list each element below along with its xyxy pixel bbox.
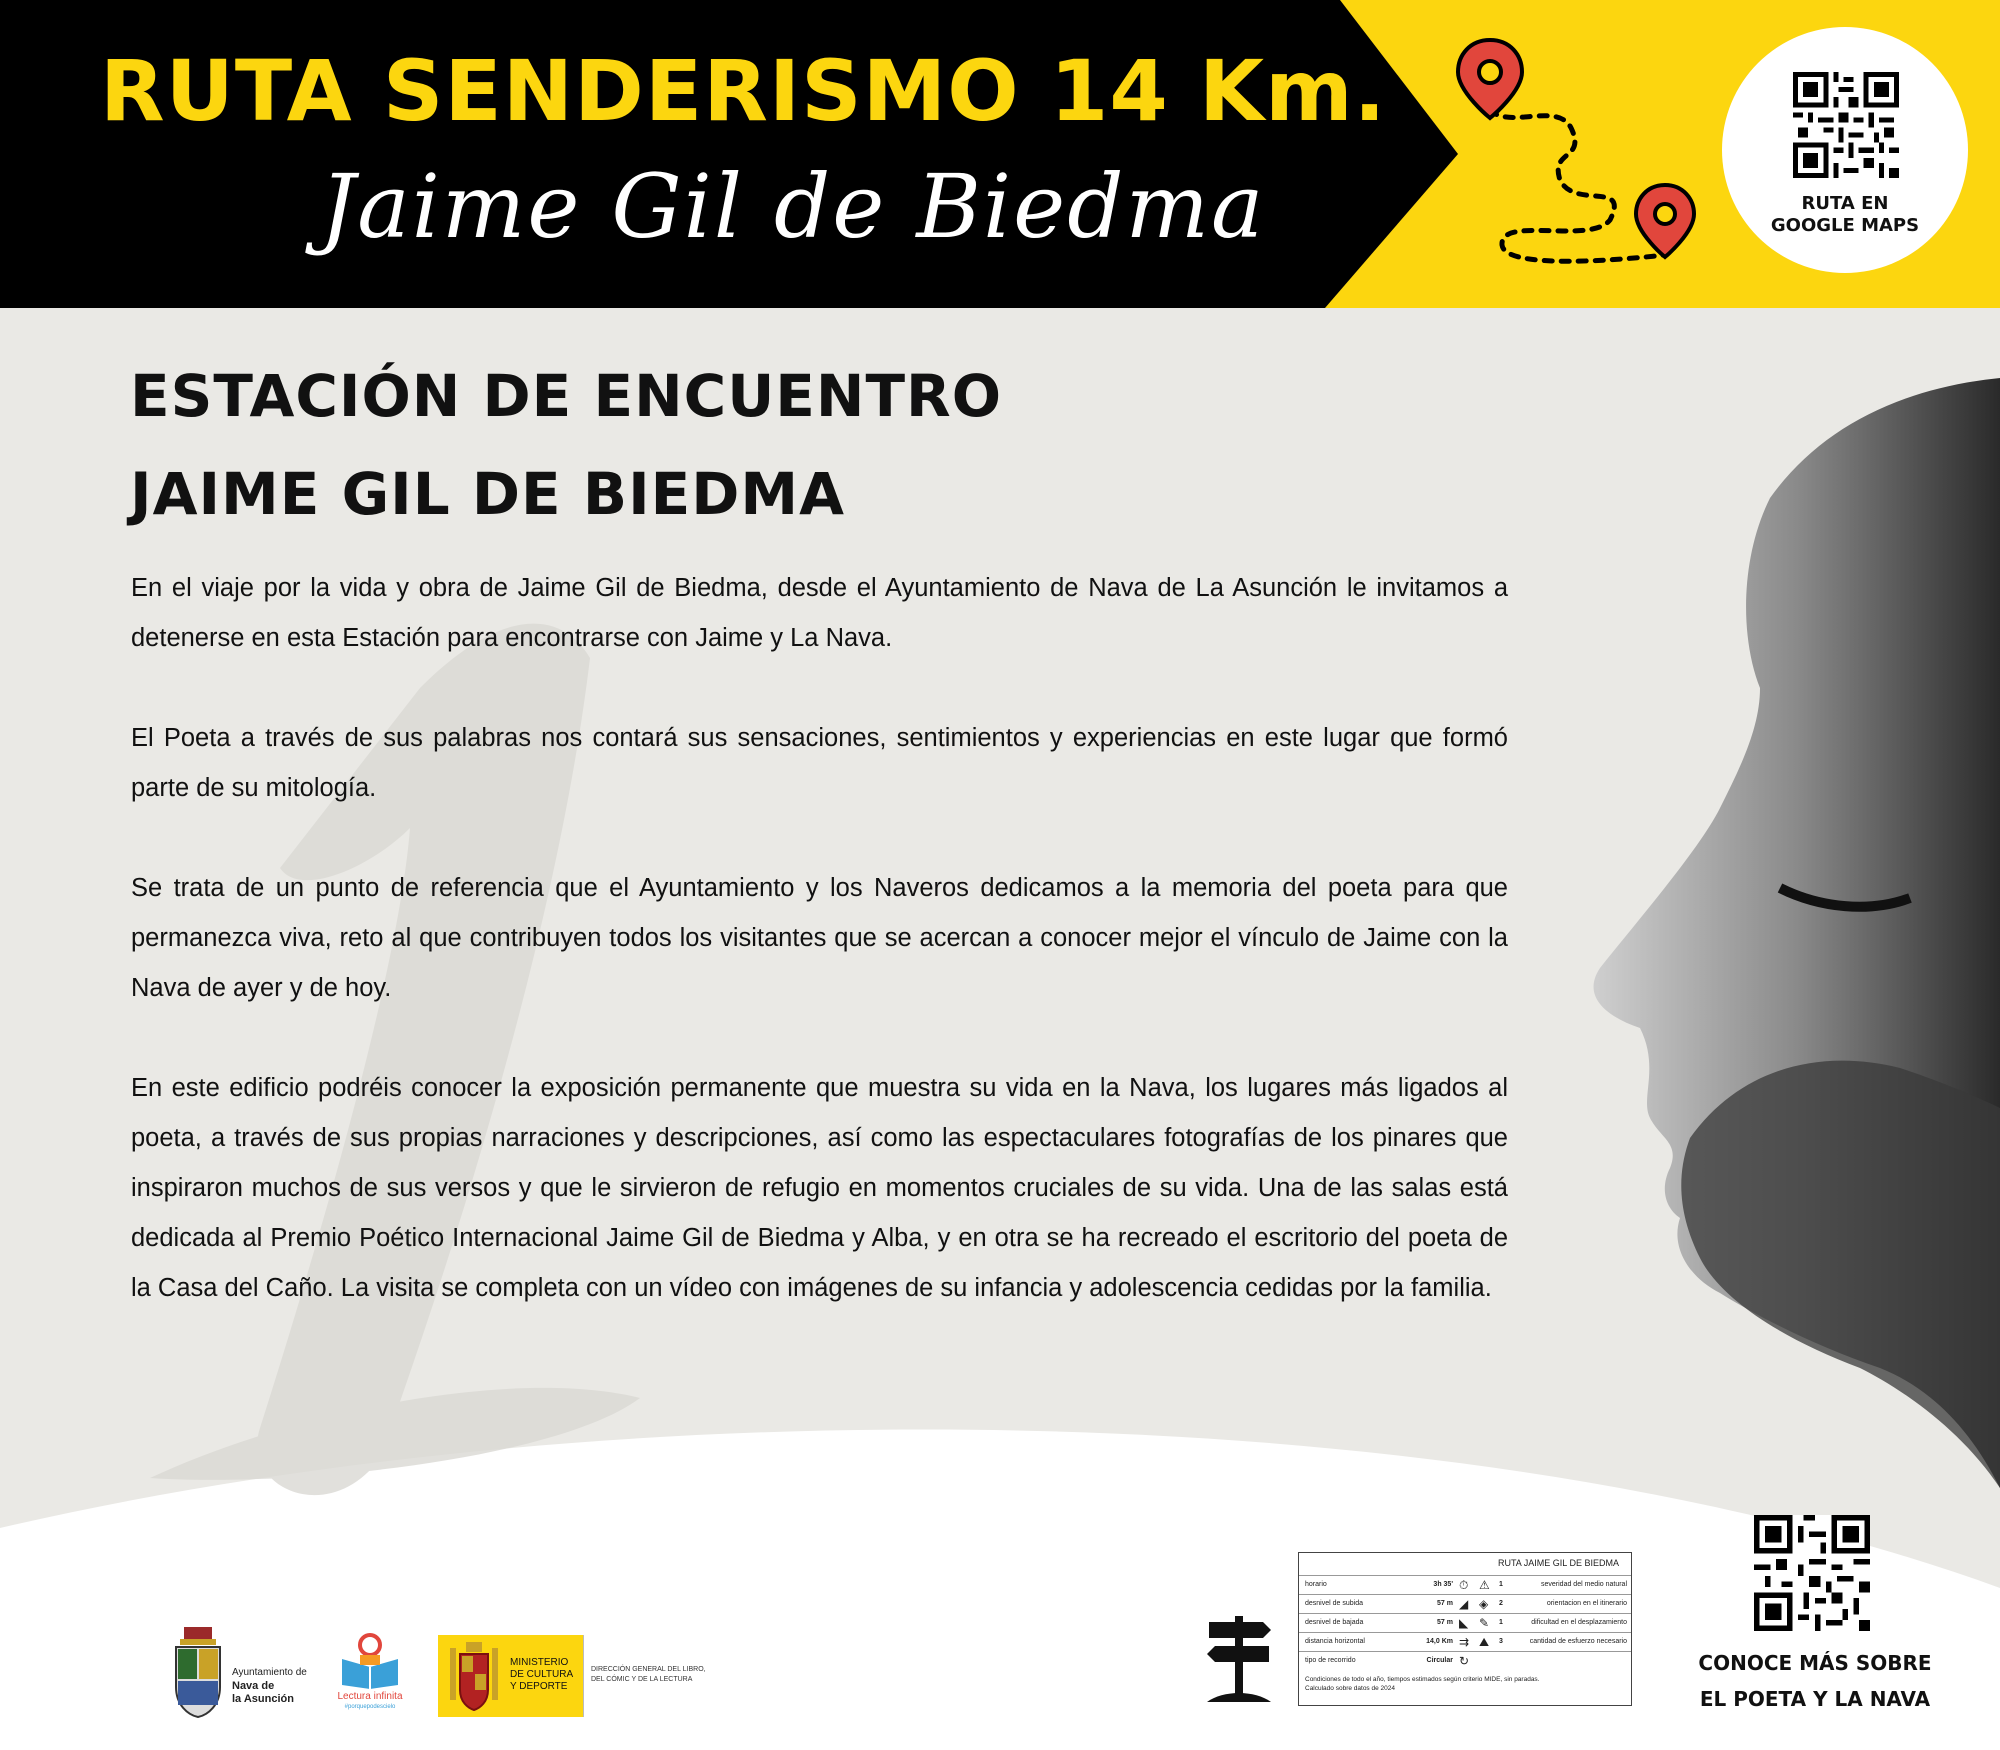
map-pin-icon [1636,185,1694,257]
station-heading-line1: ESTACIÓN DE ENCUENTRO [130,362,1002,430]
descent-icon: ◣ [1459,1616,1469,1630]
poet-qr-label-line1: CONOCE MÁS SOBRE [1698,1651,1932,1675]
effort-icon: ⛰ [1479,1635,1490,1649]
dotted-route-path [1490,110,1665,261]
poet-name-script: Jaime Gil de Biedma [320,155,1266,258]
stopwatch-icon: ⏱ [1459,1578,1469,1592]
poet-qr-label-line2: EL POETA Y LA NAVA [1699,1687,1931,1711]
mide-route-info-table: RUTA JAIME GIL DE BIEDMA horario 3h 35' ⏱ ⚠ 1 severidad del medio natural desnivel de subida 57 m ◢ ◈ 2 orientacion en el itinerario desnivel de bajada 57 m ◣ ✎ 1 dificultad en el desplazamiento distancia horizontal 14,0 Km ⇉ ⛰ 3 cantidad de esfuerzo necesario tipo de recorrido Circular ↻ Condiciones de todo el año, tiempos estimados según criterio MIDE, sin paradas. Calculado sobre datos de 2024 [1298,1552,1632,1706]
warning-icon: ⚠ [1479,1578,1490,1592]
station-heading-line2: JAIME GIL DE BIEDMA [130,460,846,528]
paragraph: En este edificio podréis conocer la exposición permanente que muestra su vida en la Nava, los lugares más ligados al poeta, a través de sus propias narraciones y descripciones, así como las espectaculares fotografías de los pinares que inspiraron muchos de sus versos y que le sirvieron de refugio en momentos cruciales de su vida. Una de las salas está dedicada al Premio Poético Internacional Jaime Gil de Biedma y Alba, y en otra se ha recreado el escritorio del poeta de la Casa del Caño. La visita se completa con un vídeo con imágenes de su infancia y adolescencia cedidas por la familia. [131,1074,1508,1302]
coat-of-arms-icon [172,1625,224,1719]
mide-row: distancia horizontal 14,0 Km ⇉ ⛰ 3 cantidad de esfuerzo necesario [1299,1632,1631,1652]
google-maps-qr-code[interactable] [1793,72,1899,178]
logo-lectura-infinita: Lectura infinita #porquepodescielo [330,1633,410,1715]
paragraph: Se trata de un punto de referencia que el Ayuntamiento y los Naveros dedicamos a la memoria del poeta para que permanezca viva, reto al que contribuyen todos los visitantes que se acercan a conocer mejor el vínculo de Jaime con la Nava de ayer y de hoy. [131,874,1508,1002]
ascent-icon: ◢ [1459,1597,1469,1611]
open-book-icon [330,1633,410,1689]
mide-row: desnivel de bajada 57 m ◣ ✎ 1 dificultad en el desplazamiento [1299,1613,1631,1633]
compass-icon: ◈ [1479,1597,1489,1611]
circular-route-icon: ↻ [1459,1654,1470,1668]
mide-row: horario 3h 35' ⏱ ⚠ 1 severidad del medio natural [1299,1575,1631,1595]
logo-ayuntamiento: Ayuntamiento de Nava de la Asunción [172,1625,312,1720]
paragraph: En el viaje por la vida y obra de Jaime Gil de Biedma, desde el Ayuntamiento de Nava de La Asunción le invitamos a detenerse en esta Estación para encontrarse con Jaime y La Nava. [131,574,1508,652]
route-title: RUTA SENDERISMO 14 Km. [100,42,1387,140]
logo-ministerio: MINISTERIO DE CULTURA Y DEPORTE DIRECCIÓN GENERAL DEL LIBRO, DEL CÓMIC Y DE LA LECTURA [438,1635,728,1717]
boot-icon: ✎ [1479,1616,1490,1630]
ministerio-divider [583,1635,584,1717]
distance-arrows-icon: ⇉ [1459,1635,1470,1649]
map-pin-icon [1458,40,1522,118]
body-text [131,563,1508,1363]
google-maps-qr-label: RUTA EN GOOGLE MAPS [1770,193,1920,236]
paragraph: El Poeta a través de sus palabras nos contará sus sensaciones, sentimientos y experiencias en este lugar que formó parte de su mitología. [131,724,1508,802]
spain-coat-of-arms-icon [446,1640,502,1712]
poet-info-qr-code[interactable] [1754,1515,1870,1631]
header [0,0,2000,308]
route-map-illustration [1440,30,1720,280]
signpost-icon [1203,1610,1275,1706]
mide-row: tipo de recorrido Circular ↻ [1299,1651,1631,1671]
mide-row: desnivel de subida 57 m ◢ ◈ 2 orientacion en el itinerario [1299,1594,1631,1614]
